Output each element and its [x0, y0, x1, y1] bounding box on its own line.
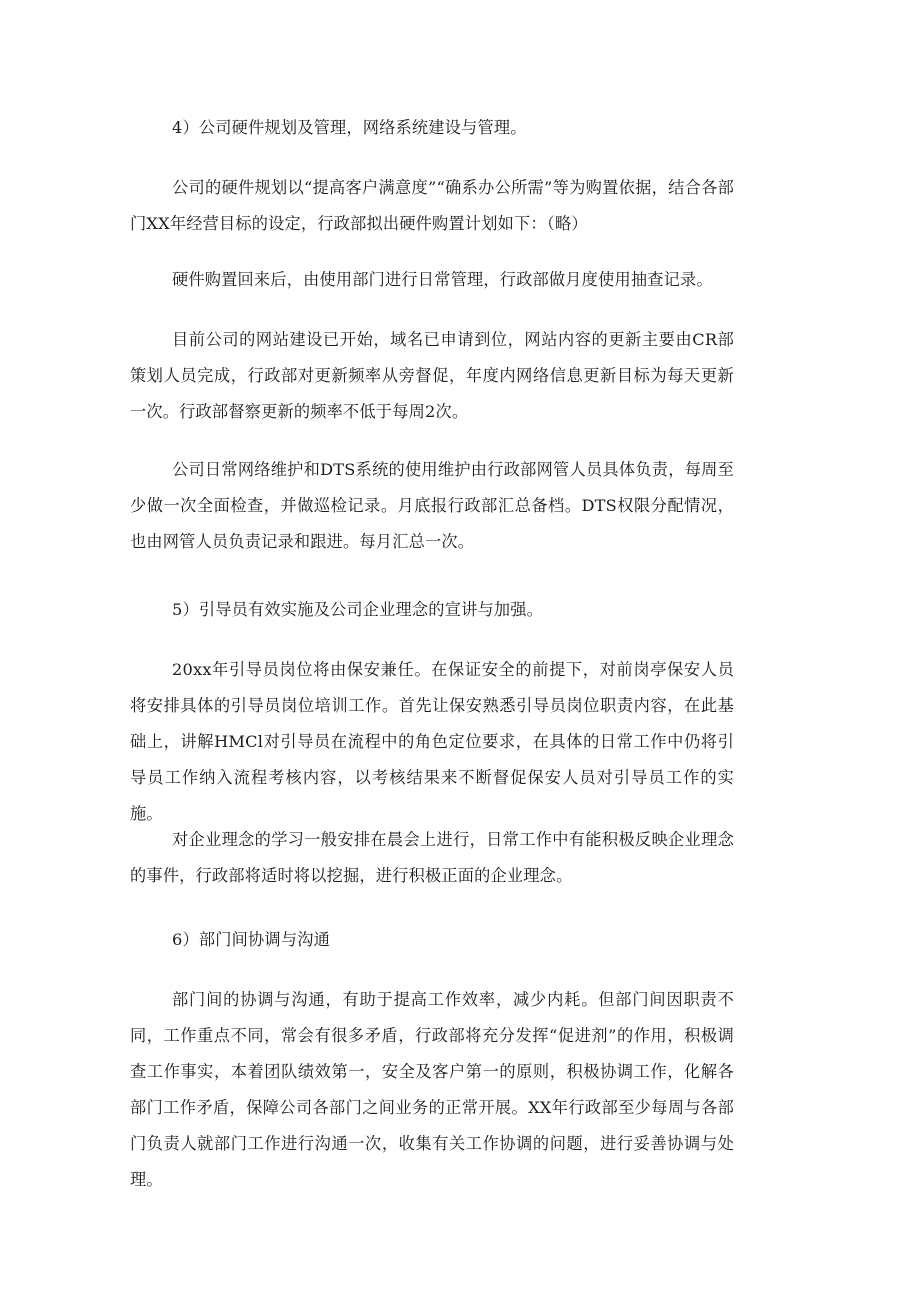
- paragraph-guide-staff: 20xx年引导员岗位将由保安兼任。在保证安全的前提下，对前岗亭保安人员将安排具体的引导员岗位培训工作。首先让保安熟悉引导员岗位职责内容，在此基础上，讲解HMCl对引导员在流程中的角色定位要求，在具体的日常工作中仍将引导员工作纳入流程考核内容，以考核结果来不断督促保安人员对引导员工作的实施。: [130, 660, 734, 823]
- paragraph-website-construction: 目前公司的网站建设已开始，域名已申请到位，网站内容的更新主要由CR部策划人员完成，行政部对更新频率从旁督促，年度内网络信息更新目标为每天更新一次。行政部督察更新的频率不低于每周2次。: [130, 330, 734, 421]
- section-heading-6: 6）部门间协调与沟通: [172, 930, 330, 949]
- paragraph-hardware-management: 硬件购置回来后，由使用部门进行日常管理，行政部做月度使用抽查记录。: [172, 270, 713, 289]
- paragraph-network-maintenance: 公司日常网络维护和DTS系统的使用维护由行政部网管人员具体负责，每周至少做一次全面检查，并做巡检记录。月底报行政部汇总备档。DTS权限分配情况，也由网管人员负责记录和跟进。每月汇总一次。: [130, 460, 734, 551]
- paragraph-department-coordination: 部门间的协调与沟通，有助于提高工作效率，减少内耗。但部门间因职责不同，工作重点不同，常会有很多矛盾，行政部将充分发挥“促进剂”的作用，积极调查工作事实，本着团队绩效第一，安全及客户第一的原则，积极协调工作，化解各部门工作矛盾，保障公司各部门之间业务的正常开展。XX年行政部至少每周与各部门负责人就部门工作进行沟通一次，收集有关工作协调的问题，进行妥善协调与处理。: [130, 990, 734, 1189]
- section-heading-4: 4）公司硬件规划及管理，网络系统建设与管理。: [172, 118, 527, 137]
- paragraph-hardware-planning: 公司的硬件规划以“提高客户满意度”“确系办公所需”等为购置依据，结合各部门XX年经营目标的设定，行政部拟出硬件购置计划如下：（略）: [130, 178, 734, 233]
- paragraph-corporate-philosophy: 对企业理念的学习一般安排在晨会上进行，日常工作中有能积极反映企业理念的事件，行政部将适时将以挖掘，进行积极正面的企业理念。: [130, 830, 734, 885]
- section-heading-5: 5）引导员有效实施及公司企业理念的宣讲与加强。: [172, 600, 544, 619]
